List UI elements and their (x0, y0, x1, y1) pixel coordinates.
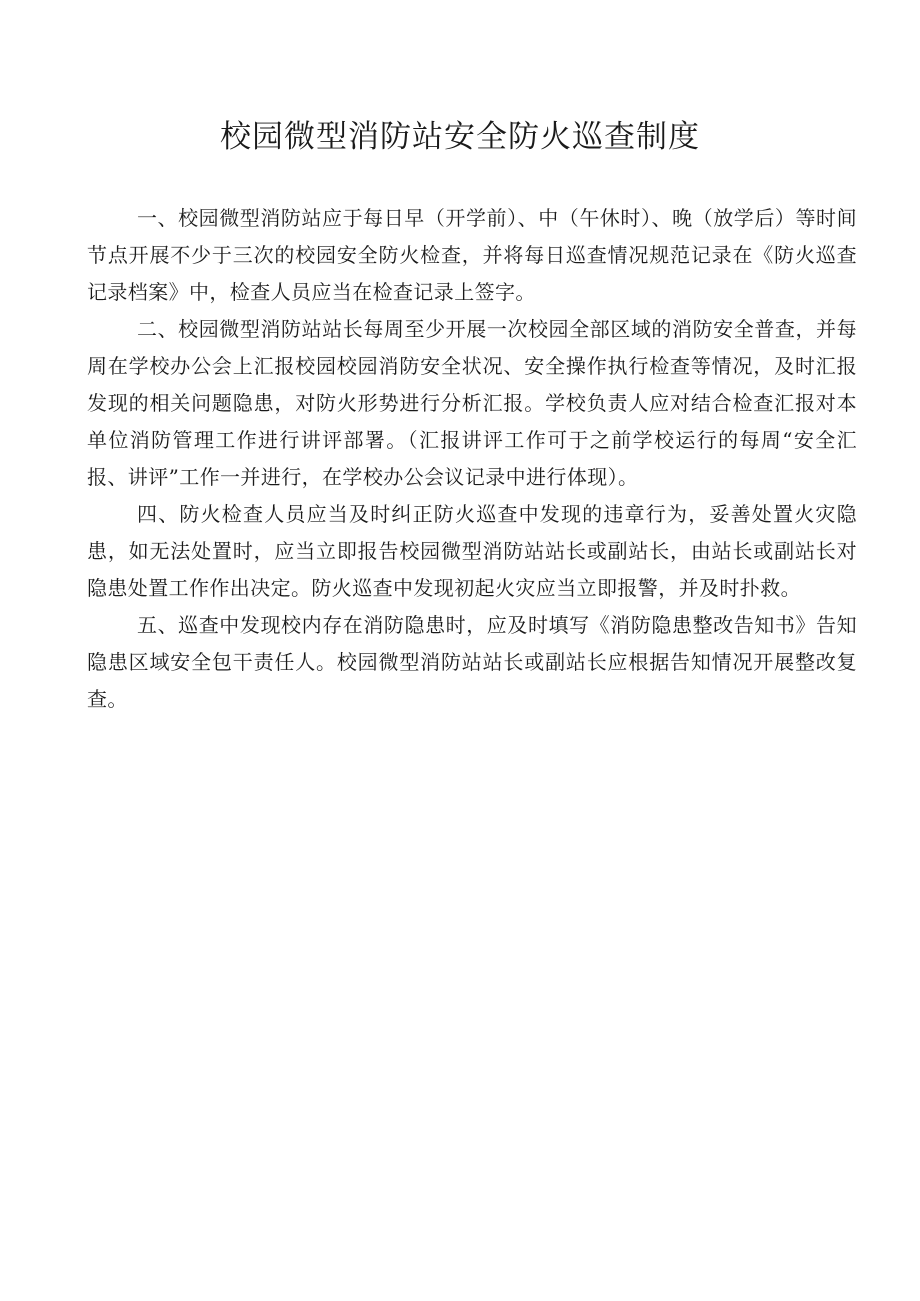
document-title: 校园微型消防站安全防火巡查制度 (220, 119, 700, 155)
paragraph-weekly-survey: 二、校园微型消防站站长每周至少开展一次校园全部区域的消防安全普查，并每周在学校办公会上汇报校园校园消防安全状况、安全操作执行检查等情况，及时汇报发现的相关问题隐患，对防火形势进行分析汇报。学校负责人应对结合检查汇报对本单位消防管理工作进行讲评部署。（汇报讲评工作可于之前学校运行的每周“安全汇报、讲评”工作一并进行，在学校办公会议记录中进行体现）。 (87, 317, 857, 489)
paragraph-hazard-correction: 四、防火检查人员应当及时纠正防火巡查中发现的违章行为，妥善处置火灾隐患，如无法处置时，应当立即报告校园微型消防站站长或副站长，由站长或副站长对隐患处置工作作出决定。防火巡查中发现初起火灾应当立即报警，并及时扑救。 (87, 502, 857, 600)
document-body (87, 200, 857, 718)
paragraph-daily-inspection: 一、校园微型消防站应于每日早（开学前）、中（午休时）、晚（放学后）等时间节点开展不少于三次的校园安全防火检查，并将每日巡查情况规范记录在《防火巡查记录档案》中，检查人员应当在检查记录上签字。 (87, 206, 857, 304)
paragraph-rectification-notice: 五、巡查中发现校内存在消防隐患时，应及时填写《消防隐患整改告知书》告知隐患区域安全包干责任人。校园微型消防站站长或副站长应根据告知情况开展整改复查。 (87, 613, 857, 711)
